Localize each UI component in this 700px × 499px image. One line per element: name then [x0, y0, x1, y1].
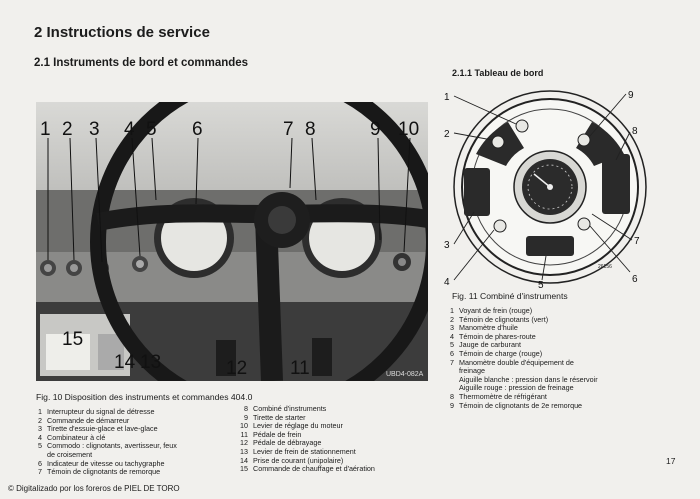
legend-item: 7 Manomètre double d'équipement de freinage Aiguille blanche : pression dans le réservoir Aiguille rouge : pression de freinage [450, 357, 598, 393]
legend-item: 15 Commande de chauffage et d'aération [240, 464, 375, 474]
legend-item: 8 Combiné d'instruments [244, 404, 327, 413]
cluster-plate-code: 26156 [598, 264, 612, 270]
photo-plate-code: UBD4-082A [386, 371, 424, 378]
legend-item: 13 Levier de frein de stationnement [240, 446, 356, 456]
photo-callout-4: 4 [124, 119, 135, 140]
photo-callout-14: 14 [114, 352, 136, 373]
photo-callout-2: 2 [62, 119, 73, 140]
cluster-label-4: 4 [444, 277, 450, 288]
photo-callout-3: 3 [89, 119, 100, 140]
dashboard-photo [36, 102, 428, 381]
cluster-label-8: 8 [632, 126, 638, 137]
photo-callout-13: 13 [140, 352, 162, 373]
legend-item: 1 Voyant de frein (rouge) [450, 306, 533, 315]
figure-10-caption: Fig. 10 Disposition des instruments et commandes 404.0 [36, 392, 253, 402]
photo-callout-7: 7 [283, 119, 294, 140]
photo-callout-1: 1 [40, 119, 51, 140]
photo-callout-9: 9 [370, 119, 381, 140]
photo-callout-11: 11 [290, 358, 310, 379]
cluster-label-2: 2 [444, 129, 450, 140]
figure-11-caption: Fig. 11 Combiné d'instruments [452, 291, 568, 301]
subsection-subtitle: 2.1.1 Tableau de bord [452, 68, 544, 78]
cluster-label-3: 3 [444, 240, 450, 251]
legend-item: 10 Levier de réglage du moteur [240, 421, 343, 431]
cluster-label-7: 7 [634, 236, 640, 247]
legend-item: 2 Témoin de clignotants (vert) [450, 314, 549, 324]
legend-item: 11 Pédale de frein [240, 429, 302, 439]
legend-item: 8 Thermomètre de réfrigérant [450, 391, 547, 401]
legend-item: 2 Commande de démarreur [38, 415, 130, 425]
page-title: 2 Instructions de service [34, 24, 210, 41]
photo-callout-15: 15 [62, 329, 84, 350]
cluster-label-9: 9 [628, 90, 634, 101]
footer-credit: © Digitalizado por los foreros de PIEL DE TORO [8, 484, 180, 493]
legend-item: 9 Témoin de clignotants de 2e remorque [450, 400, 583, 410]
figure-10-legend-left [28, 408, 243, 477]
section-subtitle: 2.1 Instruments de bord et commandes [34, 57, 249, 69]
cluster-label-1: 1 [444, 92, 450, 103]
legend-item: 6 Témoin de charge (rouge) [450, 348, 543, 358]
legend-item: 9 Tirette de starter [244, 412, 306, 422]
cluster-label-6: 6 [632, 274, 638, 285]
photo-callout-12: 12 [226, 358, 248, 379]
figure-11-legend [440, 307, 660, 410]
legend-item: 4 Témoin de phares-route [450, 331, 536, 341]
page-number: 17 [666, 456, 676, 466]
legend-item: 14 Prise de courant (unipolaire) [240, 455, 344, 465]
photo-callout-5: 5 [146, 119, 157, 140]
cluster-label-5: 5 [538, 280, 544, 289]
legend-item: 12 Pédale de débrayage [240, 438, 322, 448]
instrument-cluster-diagram [442, 84, 662, 289]
legend-item: 7 Témoin de clignotants de remorque [38, 467, 161, 477]
legend-item: 3 Tirette d'essuie-glace et lave-glace [38, 424, 158, 434]
photo-callout-6: 6 [192, 119, 203, 140]
legend-item: 4 Combinateur à clé [38, 432, 106, 442]
legend-item: 6 Indicateur de vitesse ou tachygraphe [38, 458, 165, 468]
legend-item: 3 Manomètre d'huile [450, 323, 518, 333]
legend-item: 5 Jauge de carburant [450, 340, 521, 350]
photo-callout-8: 8 [305, 119, 316, 140]
photo-callout-10: 10 [398, 119, 420, 140]
legend-item: 1 Interrupteur du signal de détresse [38, 407, 155, 416]
figure-10-legend-right [234, 405, 449, 474]
legend-item: 5 Commodo : clignotants, avertisseur, feux de croisement [38, 441, 177, 459]
